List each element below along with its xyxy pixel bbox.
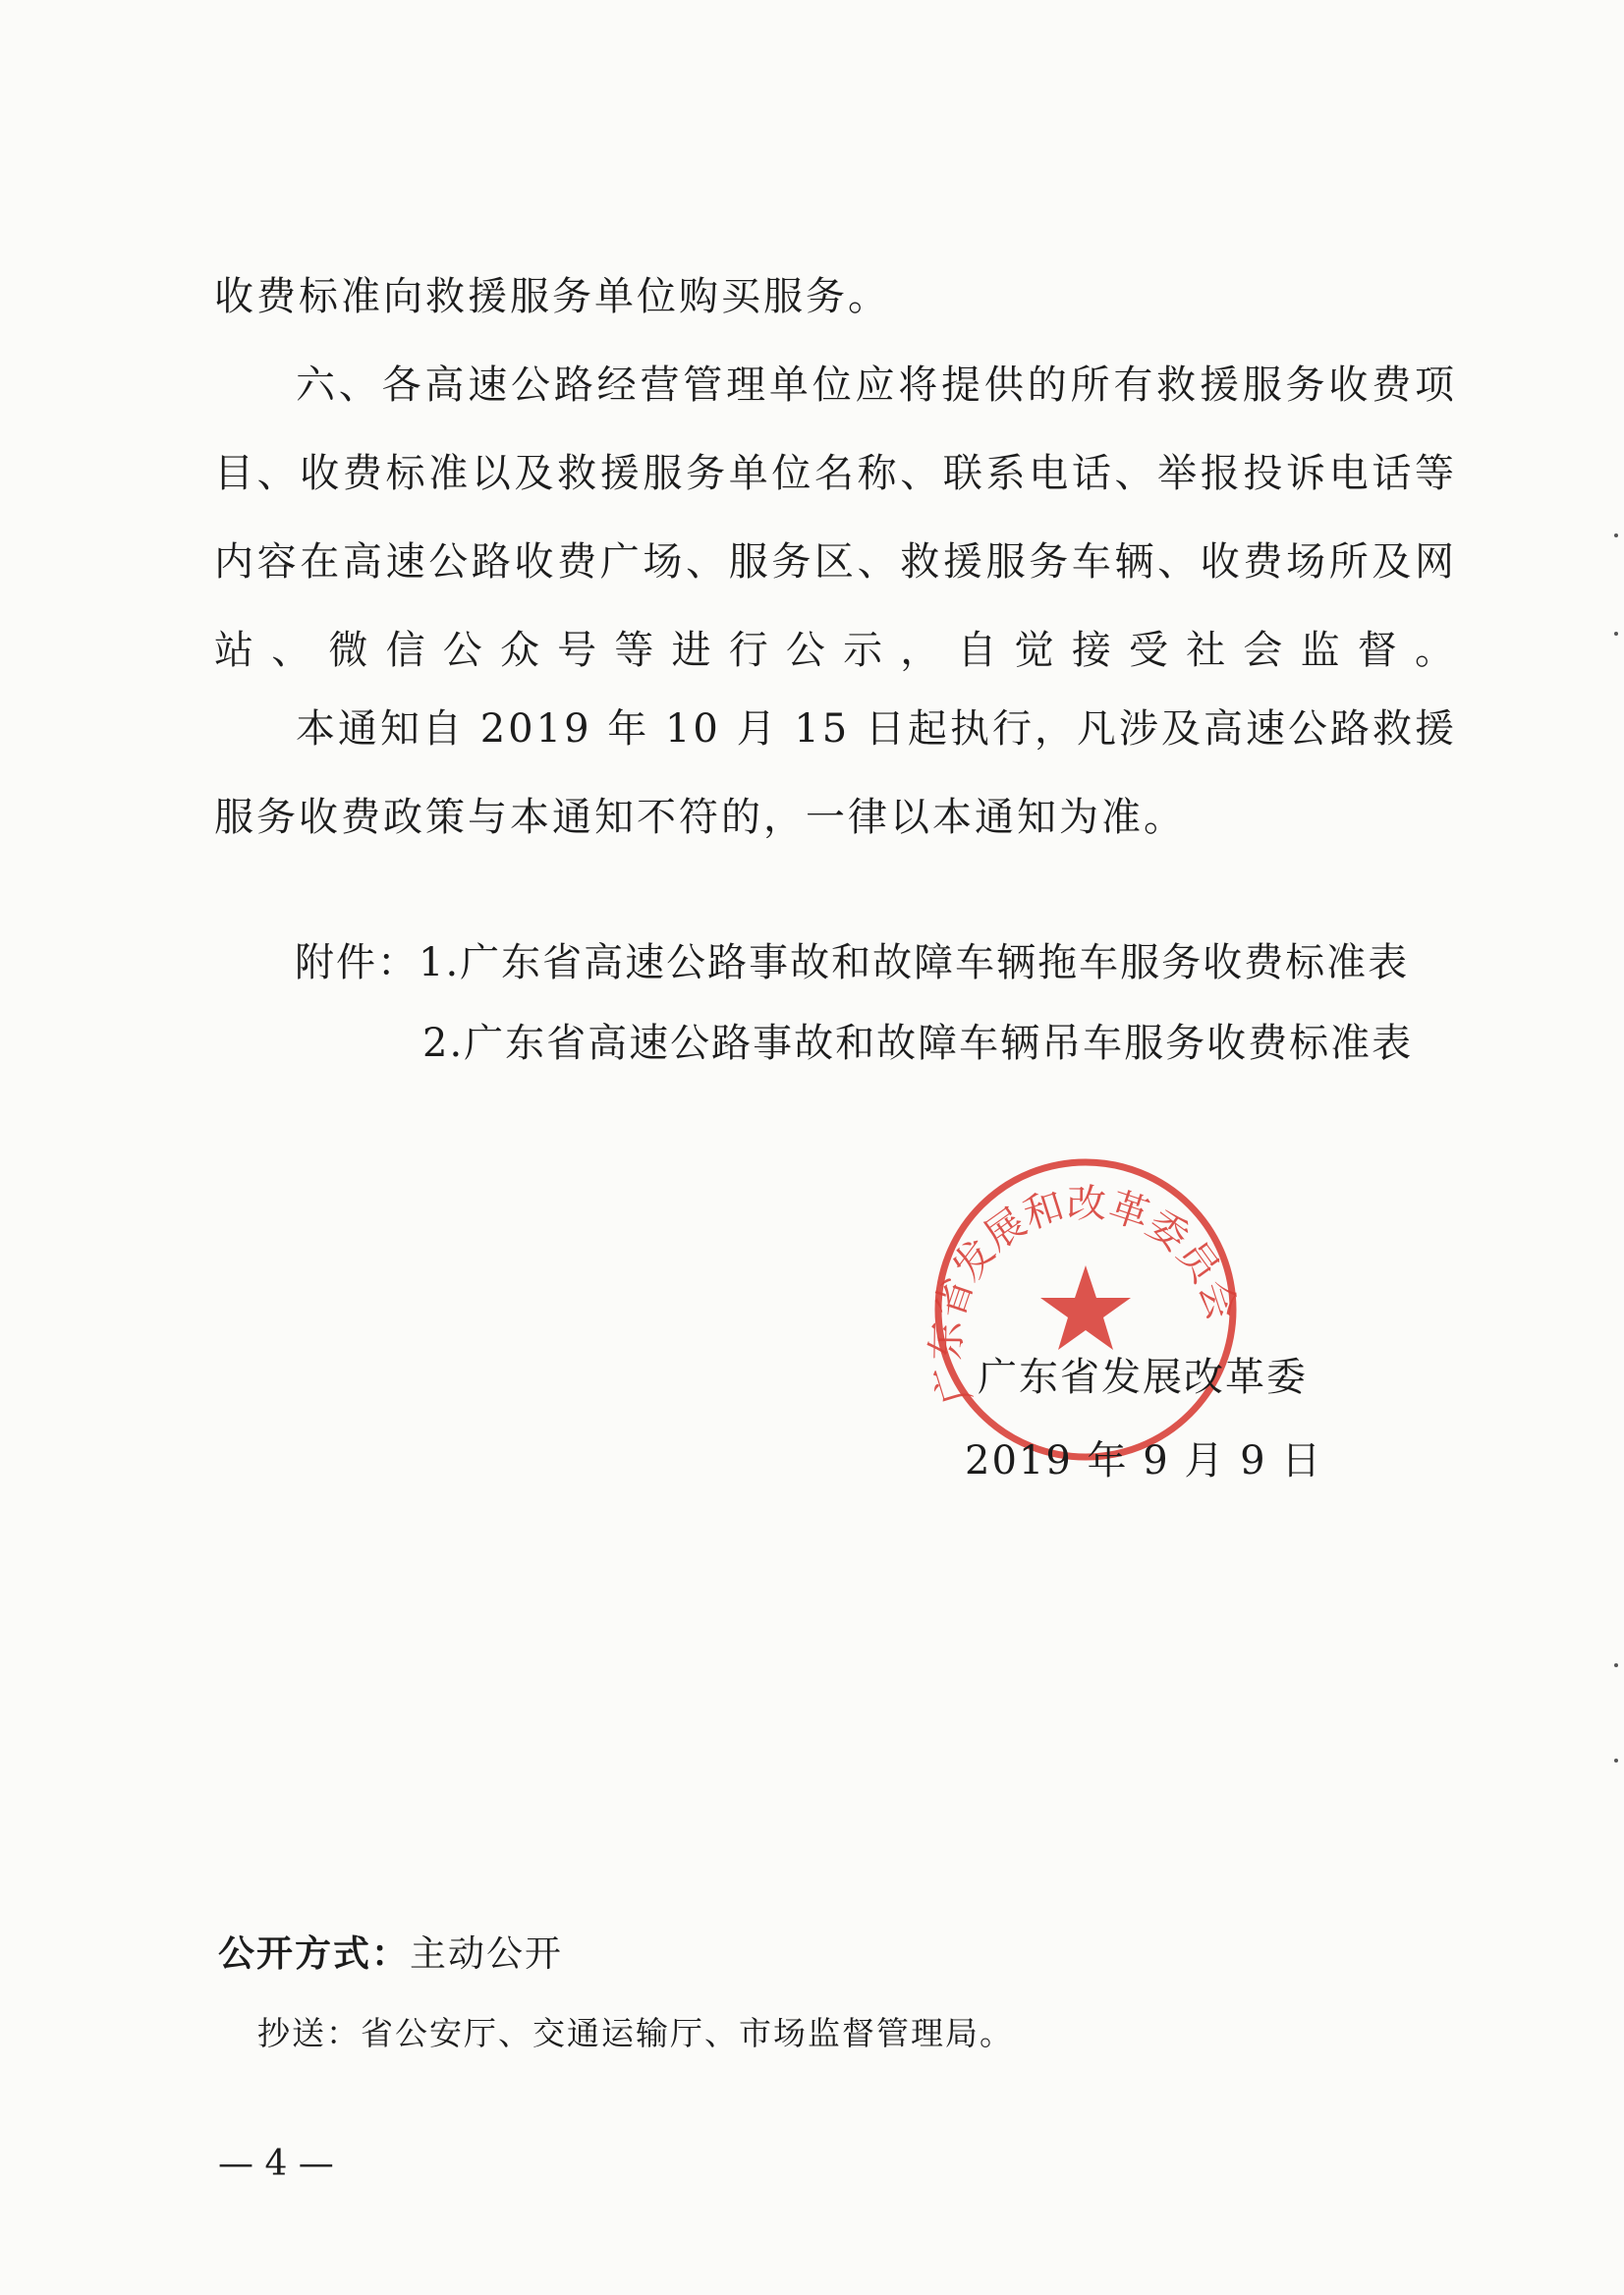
issue-date: 2019 年 9 月 9 日 [965, 1438, 1323, 1483]
seal-star-icon [1040, 1265, 1131, 1350]
cc-line: 抄送：省公安厅、交通运输厅、市场监督管理局。 [257, 2014, 1014, 2052]
attachment-line-2: 2.广东省高速公路事故和故障车辆吊车服务收费标准表 [422, 1021, 1414, 1066]
body-paragraph-2: 六、各高速公路经营管理单位应将提供的所有救援服务收费项目、收费标准以及救援服务单位名称、联系电话、举报投诉电话等内容在高速公路收费广场、服务区、救援服务车辆、收费场所及网站、微信公众号等进行公示，自觉接受社会监督。 [214, 363, 1457, 673]
disclosure-label: 公开方式： [218, 1932, 410, 1975]
body-paragraph-3: 本通知自 2019 年 10 月 15 日起执行，凡涉及高速公路救援服务收费政策与本通知不符的，一律以本通知为准。 [214, 706, 1457, 840]
attachment-line-1: 附件：1.广东省高速公路事故和故障车辆拖车服务收费标准表 [295, 940, 1410, 985]
scan-artifact [1614, 533, 1618, 537]
scan-artifact [1614, 632, 1618, 636]
official-seal [924, 1148, 1248, 1472]
seal-text: 广东省发展和改革委员会 [924, 1181, 1246, 1410]
issuer-name: 广东省发展改革委 [978, 1355, 1308, 1400]
page-number: — 4 — [218, 2144, 334, 2184]
scan-artifact [1614, 1759, 1618, 1763]
disclosure-line [218, 1924, 563, 1977]
disclosure-value: 主动公开 [410, 1932, 563, 1975]
scan-artifact [1614, 1663, 1618, 1667]
body-paragraph-1: 收费标准向救援服务单位购买服务。 [214, 274, 890, 319]
